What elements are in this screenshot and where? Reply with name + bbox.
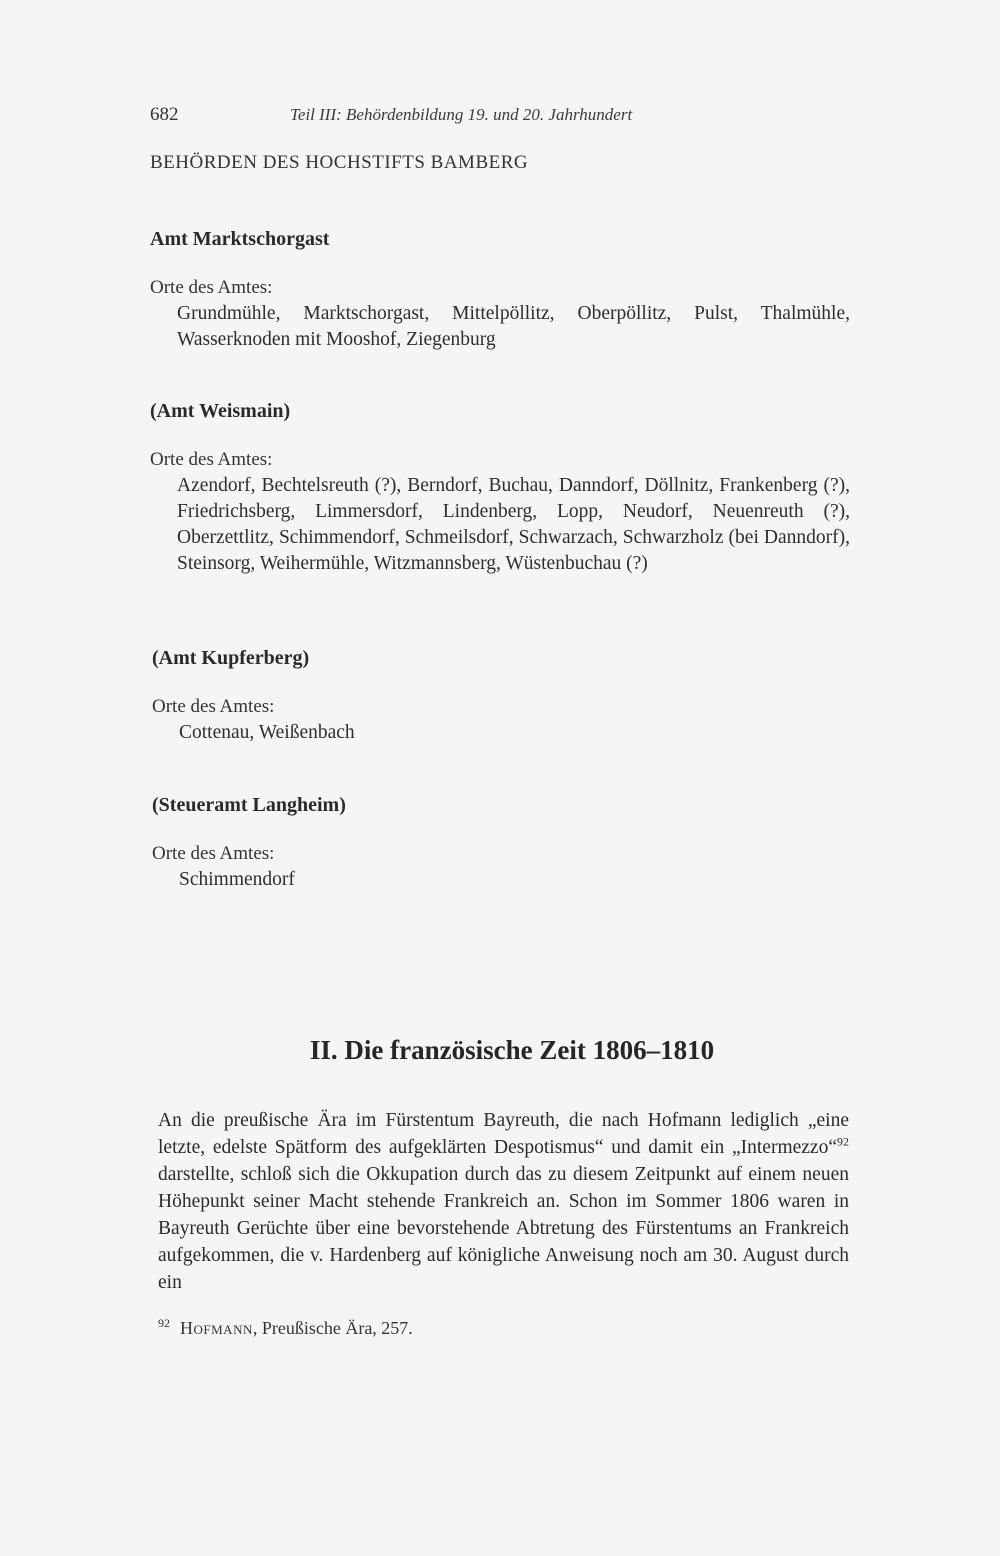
amt-title: (Steueramt Langheim) — [152, 794, 346, 816]
amt-section-marktschorgast — [150, 228, 850, 353]
footnote-text: , Preußische Ära, 257. — [252, 1318, 413, 1338]
amt-section-langheim — [152, 794, 852, 893]
amt-section-weismain — [150, 400, 850, 577]
orte-label: Orte des Amtes: — [150, 277, 273, 298]
orte-list: Grundmühle, Marktschorgast, Mittelpöllitz, Oberpöllitz, Pulst, Thalmühle, Wasserknoden mit Mooshof, Ziegenburg — [177, 303, 850, 350]
page-number: 682 — [150, 104, 179, 125]
section-title: BEHÖRDEN DES HOCHSTIFTS BAMBERG — [150, 152, 529, 173]
footnote-author: Hofmann — [180, 1318, 253, 1338]
orte-list: Cottenau, Weißenbach — [179, 722, 355, 743]
body-paragraph — [158, 1107, 849, 1296]
paragraph-text-start: An die preußische Ära im Fürstentum Bayreuth, die nach Hofmann lediglich „eine letzte, edelste Spätform des aufgeklärten Despotismus“ und damit ein „Intermezzo“ — [158, 1110, 849, 1158]
orte-list: Azendorf, Bechtelsreuth (?), Berndorf, Buchau, Danndorf, Döllnitz, Frankenberg (?), Friedrichsberg, Limmersdorf, Lindenberg, Lopp, Neudorf, Neuenreuth (?), Oberzettlitz, Schimmendorf, Schmeilsdorf, Schwarzach, Schwarzholz (bei Danndorf), Steinsorg, Weihermühle, Witzmannsberg, Wüstenbuchau (?) — [177, 475, 850, 574]
amt-title: Amt Marktschorgast — [150, 228, 330, 250]
amt-title: (Amt Kupferberg) — [152, 647, 310, 669]
orte-label: Orte des Amtes: — [152, 696, 275, 717]
amt-title: (Amt Weismain) — [150, 400, 291, 422]
chapter-heading: II. Die französische Zeit 1806–1810 — [309, 1035, 715, 1065]
running-title: Teil III: Behördenbildung 19. und 20. Jahrhundert — [290, 105, 633, 124]
orte-list: Schimmendorf — [179, 869, 295, 890]
footnote — [158, 1318, 413, 1339]
footnote-reference[interactable]: 92 — [837, 1134, 849, 1149]
footnote-number: 92 — [158, 1316, 170, 1330]
orte-label: Orte des Amtes: — [150, 449, 273, 470]
running-header — [150, 104, 632, 126]
paragraph-text-end: darstellte, schloß sich die Okkupation durch das zu diesem Zeitpunkt auf einem neuen Höhepunkt seiner Macht stehende Frankreich an. Schon im Sommer 1806 waren in Bayreuth Gerüchte über eine bevorstehende Abtretung des Fürstentums an Frankreich aufgekommen, die v. Hardenberg auf königliche Anweisung noch am 30. August durch ein — [158, 1164, 849, 1293]
orte-label: Orte des Amtes: — [152, 843, 275, 864]
amt-section-kupferberg — [152, 647, 852, 746]
